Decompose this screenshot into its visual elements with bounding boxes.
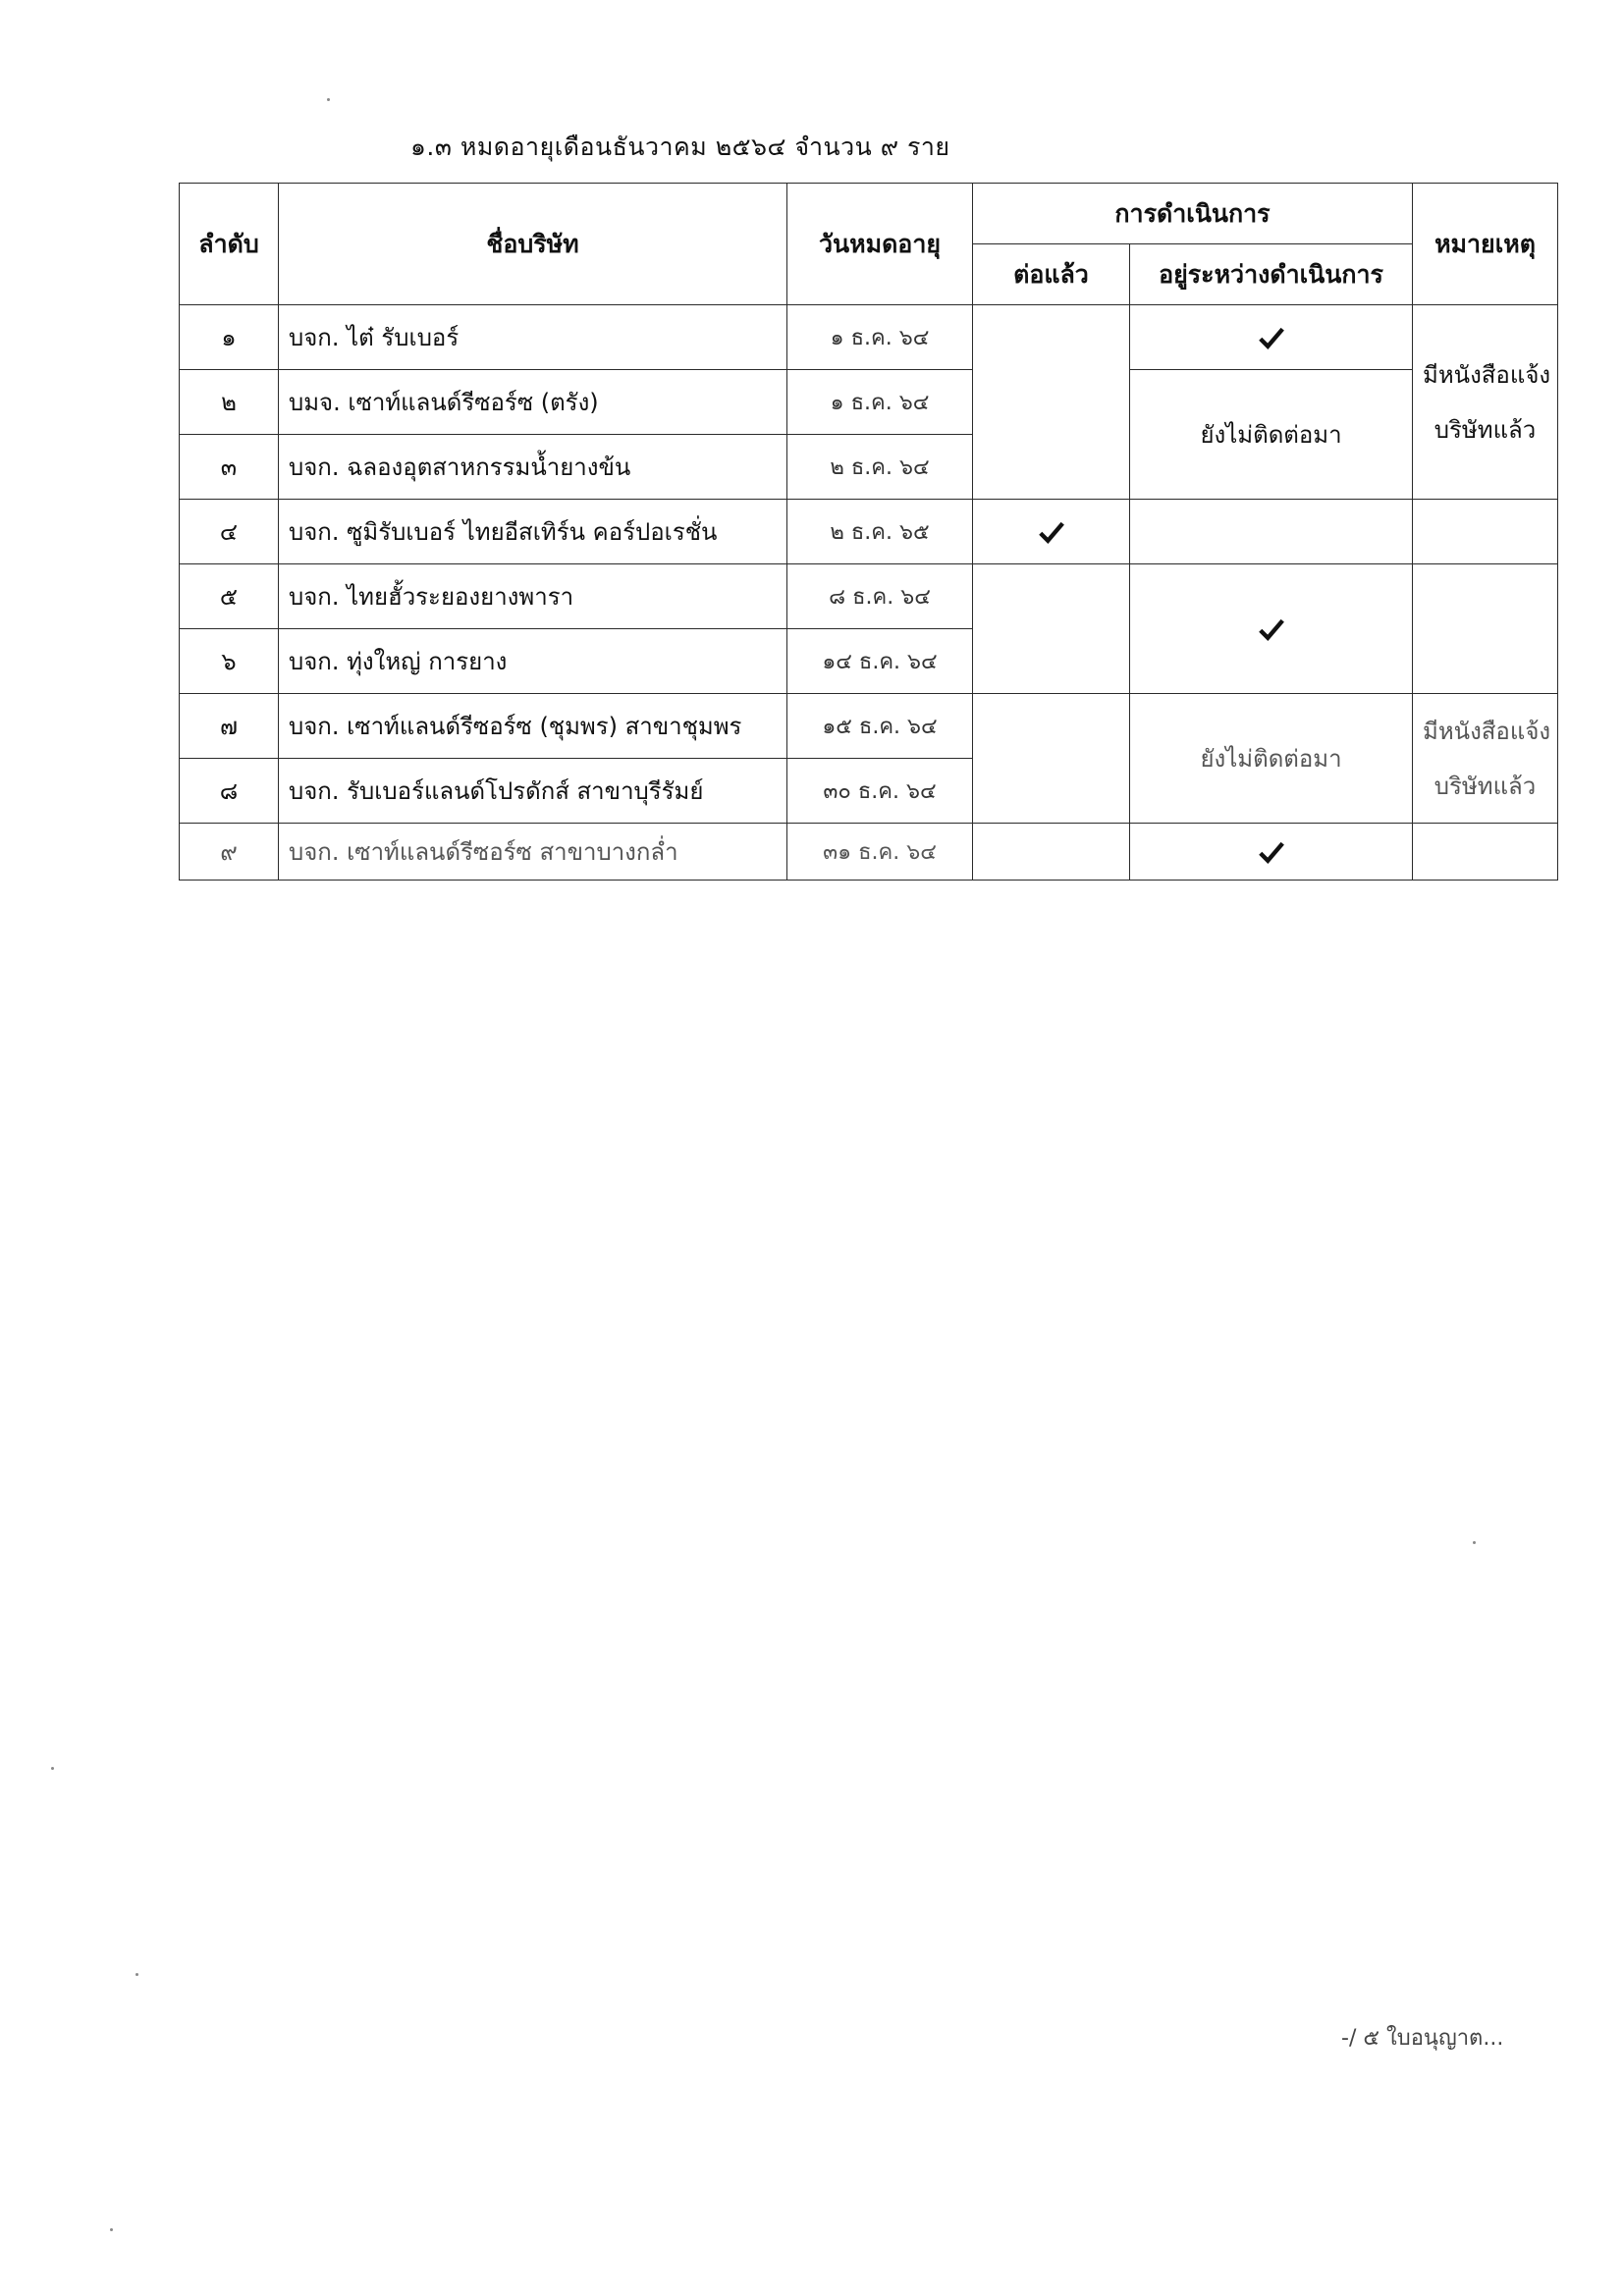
row-renewed-empty: [973, 305, 1130, 500]
row-in-progress: [1130, 824, 1413, 881]
row-expiry: ๑ ธ.ค. ๖๔: [787, 305, 973, 370]
row-company: บมจ. เซาท์แลนด์รีซอร์ซ (ตรัง): [279, 370, 787, 435]
expiry-table: [179, 183, 1558, 881]
row-in-progress: [1130, 564, 1413, 694]
remark-line-2: บริษัทแล้ว: [1434, 772, 1537, 800]
row-remark: [1413, 305, 1558, 500]
table-row: [180, 564, 1558, 629]
row-renewed-empty: [973, 564, 1130, 694]
remark-line-1: มีหนังสือแจ้ง: [1423, 717, 1551, 745]
header-expiry: วันหมดอายุ: [787, 184, 973, 305]
table-row: [180, 370, 1558, 435]
row-remark-empty: [1413, 824, 1558, 881]
header-in-progress: อยู่ระหว่างดำเนินการ: [1130, 244, 1413, 305]
row-expiry: ๑๔ ธ.ค. ๖๔: [787, 629, 973, 694]
row-expiry: ๓๐ ธ.ค. ๖๔: [787, 759, 973, 824]
scan-speck: [327, 98, 330, 101]
section-heading: ๑.๓ หมดอายุเดือนธันวาคม ๒๕๖๔ จำนวน ๙ ราย: [410, 133, 950, 161]
row-company: บจก. ฉลองอุตสาหกรรมน้ำยางข้น: [279, 435, 787, 500]
remark-line-1: มีหนังสือแจ้ง: [1423, 360, 1551, 389]
row-expiry: ๘ ธ.ค. ๖๔: [787, 564, 973, 629]
row-renewed: [973, 500, 1130, 564]
row-order: ๖: [180, 629, 279, 694]
remark-line-2: บริษัทแล้ว: [1434, 415, 1537, 444]
row-company: บจก. รับเบอร์แลนด์โปรดักส์ สาขาบุรีรัมย์: [279, 759, 787, 824]
scan-speck: [1473, 1541, 1476, 1544]
row-remark-empty: [1413, 500, 1558, 564]
scan-speck: [51, 1767, 54, 1770]
row-order: ๔: [180, 500, 279, 564]
row-expiry: ๒ ธ.ค. ๖๕: [787, 500, 973, 564]
row-order: ๘: [180, 759, 279, 824]
checkmark-icon: [1257, 323, 1286, 352]
scan-speck: [110, 2228, 113, 2231]
row-company: บจก. ไทยฮั้วระยองยางพารา: [279, 564, 787, 629]
row-in-progress-status: ยังไม่ติดต่อมา: [1130, 370, 1413, 500]
row-order: ๙: [180, 824, 279, 881]
table-row: [180, 305, 1558, 370]
row-in-progress: [1130, 305, 1413, 370]
checkmark-icon: [1257, 614, 1286, 644]
row-renewed-empty: [973, 824, 1130, 881]
row-order: ๕: [180, 564, 279, 629]
header-renewed: ต่อแล้ว: [973, 244, 1130, 305]
row-remark: [1413, 694, 1558, 824]
table-row: [180, 500, 1558, 564]
checkmark-icon: [1037, 517, 1066, 547]
row-expiry: ๑ ธ.ค. ๖๔: [787, 370, 973, 435]
row-renewed-empty: [973, 694, 1130, 824]
row-company: บจก. ไต๋ รับเบอร์: [279, 305, 787, 370]
checkmark-icon: [1257, 837, 1286, 867]
table-row: [180, 694, 1558, 759]
row-in-progress-status: ยังไม่ติดต่อมา: [1130, 694, 1413, 824]
row-order: ๒: [180, 370, 279, 435]
header-company: ชื่อบริษัท: [279, 184, 787, 305]
row-expiry: ๒ ธ.ค. ๖๔: [787, 435, 973, 500]
header-row-1: [180, 184, 1558, 244]
row-order: ๑: [180, 305, 279, 370]
header-action: การดำเนินการ: [973, 184, 1413, 244]
row-company: บจก. ซูมิรับเบอร์ ไทยอีสเทิร์น คอร์ปอเรชั่น: [279, 500, 787, 564]
row-expiry: ๓๑ ธ.ค. ๖๔: [787, 824, 973, 881]
page-continuation: -/ ๕ ใบอนุญาต...: [1341, 2026, 1504, 2051]
row-company: บจก. เซาท์แลนด์รีซอร์ซ (ชุมพร) สาขาชุมพร: [279, 694, 787, 759]
row-company: บจก. ทุ่งใหญ่ การยาง: [279, 629, 787, 694]
row-in-progress-empty: [1130, 500, 1413, 564]
table-row: [180, 824, 1558, 881]
row-remark-empty: [1413, 564, 1558, 694]
row-order: ๗: [180, 694, 279, 759]
header-order: ลำดับ: [180, 184, 279, 305]
scan-speck: [135, 1973, 138, 1976]
row-expiry: ๑๕ ธ.ค. ๖๔: [787, 694, 973, 759]
header-remark: หมายเหตุ: [1413, 184, 1558, 305]
row-order: ๓: [180, 435, 279, 500]
row-company: บจก. เซาท์แลนด์รีซอร์ซ สาขาบางกล่ำ: [279, 824, 787, 881]
